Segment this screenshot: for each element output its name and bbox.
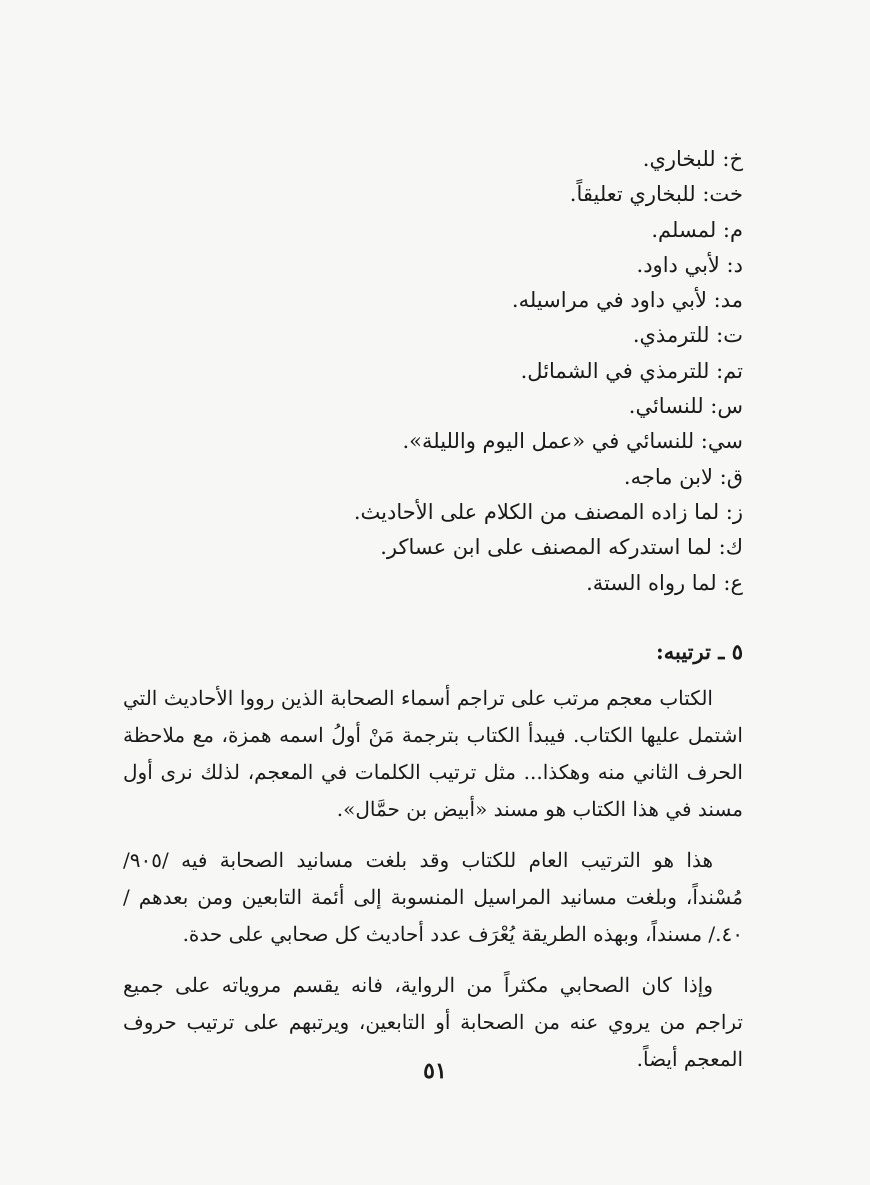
body-text xyxy=(123,680,743,1092)
abbreviation-item: ق: لابن ماجه. xyxy=(623,464,743,489)
abbreviation-item: تم: للترمذي في الشمائل. xyxy=(520,358,743,383)
page-number: ٥١ xyxy=(423,1058,447,1084)
abbreviation-item: مد: لأبي داود في مراسيله. xyxy=(511,288,743,313)
section-heading: ٥ ـ ترتيبه: xyxy=(655,639,743,664)
abbreviation-item: ع: لما رواه الستة. xyxy=(586,570,743,595)
abbreviation-item: س: للنسائي. xyxy=(628,394,743,419)
abbreviation-item: ك: لما استدركه المصنف على ابن عساكر. xyxy=(380,535,743,560)
abbreviation-item: خ: للبخاري. xyxy=(642,147,743,171)
abbreviation-item: خت: للبخاري تعليقاً. xyxy=(569,182,743,207)
abbreviation-list xyxy=(123,142,743,601)
paragraph: وإذا كان الصحابي مكثراً من الرواية، فانه يقسم مروياته على جميع تراجم من يروي عنه من الصحابة أو التابعين، ويرتبهم على ترتيب حروف المعجم أيضاً. xyxy=(123,973,743,1071)
abbreviation-item: ز: لما زاده المصنف من الكلام على الأحاديث. xyxy=(353,499,743,524)
paragraph: هذا هو الترتيب العام للكتاب وقد بلغت مسانيد الصحابة فيه /٩٠٥/ مُسْنداً، وبلغت مسانيد المراسيل المنسوبة إلى أئمة التابعين ومن بعدهم /٤٠./ مسنداً، وبهذه الطريقة يُعْرَف عدد أحاديث كل صحابي على حدة. xyxy=(123,848,743,946)
abbreviation-item: ت: للترمذي. xyxy=(632,323,743,348)
abbreviation-item: د: لأبي داود. xyxy=(636,252,743,277)
paragraph: الكتاب معجم مرتب على تراجم أسماء الصحابة الذين رووا الأحاديث التي اشتمل عليها الكتاب. فيبدأ الكتاب بترجمة مَنْ أولُ اسمه همزة، مع ملاحظة الحرف الثاني منه وهكذا... مثل ترتيب الكلمات في المعجم، لذلك نرى أول مسند في هذا الكتاب هو مسند «أبيض بن حمَّال». xyxy=(123,686,743,821)
abbreviation-item: سي: للنسائي في «عمل اليوم والليلة». xyxy=(402,429,743,454)
abbreviation-item: م: لمسلم. xyxy=(651,217,743,242)
